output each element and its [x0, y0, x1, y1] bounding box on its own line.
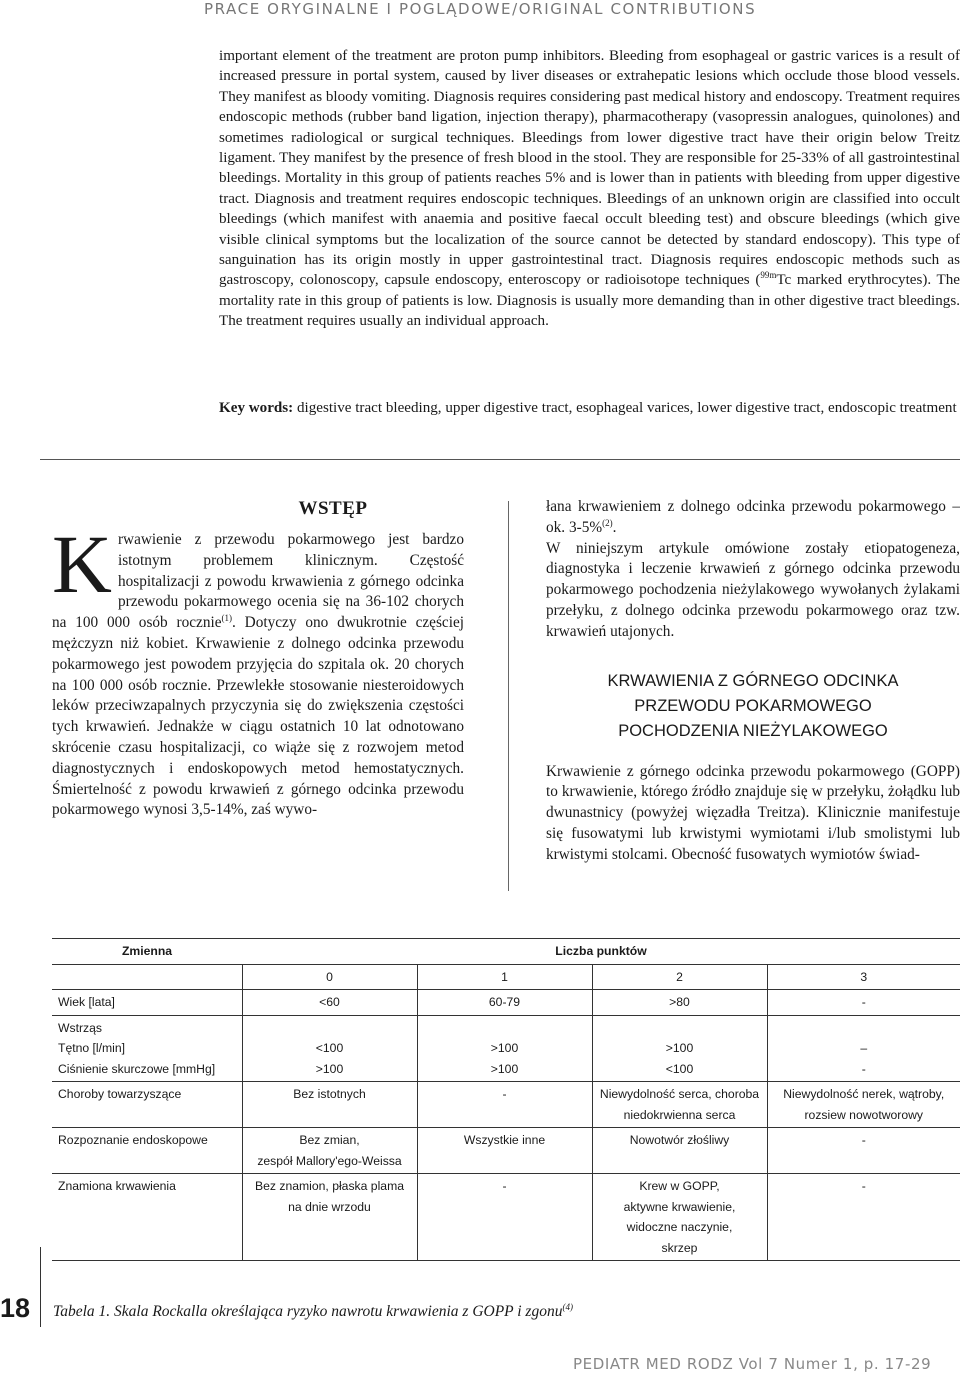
table-cell	[767, 1174, 960, 1261]
cell-line: -	[502, 1087, 507, 1101]
cell-line: niedokrwienna serca	[623, 1107, 736, 1122]
table-cell	[242, 1015, 417, 1082]
table-cell	[417, 1128, 592, 1174]
cell-line: >100	[315, 1061, 344, 1076]
right-paragraph-3: Krwawienie z górnego odcinka przewodu pokarmowego (GOPP) to krwawienie, którego źródło znajduje się w przełyku, żołądku lub dwunastnicy (powyżej więzadła Treitza). Klinicznie manifestuje się fusowatymi lub krwistymi wymiotami i/lub smolistymi lub krwistymi stolcami. Obecność fusowatych wymiotów świad-	[546, 762, 960, 863]
heading-line-3: POCHODZENIA NIEŻYLAKOWEGO	[618, 721, 888, 740]
cell-line: zespół Mallory'ego-Weissa	[257, 1153, 402, 1168]
row-label-endoscopy: Rozpoznanie endoskopowe	[52, 1128, 242, 1174]
right-paragraph-2: W niniejszym artykule omówione zostały etiopatogeneza, diagnostyka i leczenie krwawień z górnego odcinka przewodu pokarmowego pochodzenia nieżylakowego wywołanych żylakami przełyku, z dolnego odcinka przewodu pokarmowego oraz tzw. krwawień utajonych.	[546, 539, 960, 640]
citation-2: (2)	[602, 517, 613, 528]
table-row	[52, 1082, 960, 1128]
intro-text-1: rwawienie z przewodu pokarmowego jest bardzo istotnym problemem klinicznym. Częstość hospitalizacji z powodu krwawienia z górnego odcinka przewodu pokarmowego ocenia się na 36-102 chorych na 100 000 osób rocznie	[52, 531, 464, 632]
cell-line: >100	[490, 1061, 519, 1076]
cell-line: widoczne naczynie,	[626, 1220, 733, 1234]
page-number: 18	[0, 1293, 31, 1323]
intro-paragraph	[52, 518, 464, 821]
table-cell: >80	[592, 990, 767, 1016]
row-label-comorbidity: Choroby towarzyszące	[52, 1082, 242, 1128]
abstract-part-1: important element of the treatment are proton pump inhibitors. Bleeding from esophageal or gastric varices is a result of increased pressure in portal system, caused by liver diseases or extrahepatic lesions which occlude those blood vessels. They manifest as bloody vomiting. Diagnosis requires considering past medical history and endoscopy. Treatment requires endoscopic methods (rubber band ligation, injection therapy), pharmacotherapy (vasopressin analogues, quinolones) and sometimes radiological or surgical techniques. Bleedings from lower digestive tract have their origin below Treitz ligament. They manifest by the presence of fresh blood in the stool. They are responsible for 25-33% of all gastrointestinal bleedings. Mortality in this group of patients reaches 5% and is lower than in patients with bleeding from upper digestive tract. Diagnosis and treatment requires endoscopic techniques. Bleedings of an unknown origin are classified into occult bleedings (which manifest with anaemia and positive faecal occult bleeding test) and obscure bleedings (which give visible clinical symptoms but the localization of the source cannot be detected by standard endoscopy). This type of sanguination has its origin mostly in upper gastrointestinal tract. Diagnosis requires endoscopic methods such as gastroscopy, colonoscopy, capsule endoscopy, enteroscopy or radioisotope techniques (	[219, 48, 960, 289]
table-cell	[592, 1128, 767, 1174]
cell-line: Bez znamion, płaska plama	[254, 1179, 405, 1193]
cell-line: skrzep	[661, 1240, 698, 1255]
cell-line: -	[861, 1179, 866, 1193]
cell-line: Bez istotnych	[293, 1087, 366, 1101]
cell-line: Wszystkie inne	[463, 1133, 546, 1147]
cell-line: -	[502, 1179, 507, 1193]
table-cell	[592, 1174, 767, 1261]
cell-line: -	[861, 1061, 866, 1076]
right-column	[546, 497, 960, 866]
right-paragraph-1	[546, 497, 960, 539]
cell-line: Niewydolność serca, choroba	[599, 1087, 760, 1101]
page-number-rule	[40, 1247, 41, 1327]
cell-line: <100	[315, 1041, 344, 1055]
cell-line: rozsiew nowotworowy	[804, 1107, 924, 1122]
score-col-2: 2	[592, 964, 767, 990]
table-cell	[767, 1128, 960, 1174]
score-col-0: 0	[242, 964, 417, 990]
label-line: Ciśnienie skurczowe [mmHg]	[58, 1061, 216, 1076]
table-cell: -	[767, 990, 960, 1016]
citation-1: (1)	[221, 613, 233, 624]
table-cell	[242, 1128, 417, 1174]
caption-citation: (4)	[562, 1302, 573, 1312]
cell-line: na dnie wrzodu	[288, 1199, 371, 1214]
table-cell	[417, 1174, 592, 1261]
column-divider	[508, 501, 509, 891]
label-line: Tętno [l/min]	[58, 1041, 126, 1055]
row-label-shock	[52, 1015, 242, 1082]
label-line: Wstrząs	[58, 1020, 103, 1035]
header-points: Liczba punktów	[242, 939, 960, 965]
table-row	[52, 1128, 960, 1174]
table-cell: 60-79	[417, 990, 592, 1016]
heading-line-2: PRZEWODU POKARMOWEGO	[634, 696, 872, 715]
score-col-1: 1	[417, 964, 592, 990]
section-heading-upper-gi	[546, 669, 960, 744]
table-score-row	[52, 964, 960, 990]
cell-line: Nowotwór złośliwy	[629, 1133, 730, 1147]
table-cell	[767, 1082, 960, 1128]
cell-line: >100	[665, 1041, 694, 1055]
score-col-3: 3	[767, 964, 960, 990]
rockall-table	[52, 938, 960, 1261]
keywords-label: Key words:	[219, 400, 294, 416]
row-label-age: Wiek [lata]	[52, 990, 242, 1016]
right-text-1a: łana krwawieniem z dolnego odcinka przewodu pokarmowego – ok. 3-5%	[546, 498, 960, 536]
cell-line: –	[860, 1041, 868, 1055]
running-head: PRACE ORYGINALNE I POGLĄDOWE/ORIGINAL CONTRIBUTIONS	[204, 0, 757, 18]
table-cell	[592, 1082, 767, 1128]
isotope-superscript: 99m	[760, 270, 777, 281]
cell-line: >100	[490, 1041, 519, 1055]
caption-text: Tabela 1. Skala Rockalla określająca ryzyko nawrotu krwawienia z GOPP i zgonu	[53, 1303, 563, 1321]
cell-line: <100	[665, 1061, 694, 1076]
cell-line: Bez zmian,	[299, 1133, 360, 1147]
right-text-1b: .	[612, 518, 617, 536]
table-row	[52, 990, 960, 1016]
table-cell	[767, 1015, 960, 1082]
section-heading-intro: WSTĘP	[298, 498, 368, 519]
section-divider	[40, 459, 960, 460]
cell-line: Krew w GOPP,	[639, 1179, 720, 1193]
row-label-stigmata: Znamiona krwawienia	[52, 1174, 242, 1261]
left-column	[52, 497, 464, 821]
cell-line: -	[861, 1133, 866, 1147]
drop-cap: K	[52, 518, 112, 610]
heading-line-1: KRWAWIENIA Z GÓRNEGO ODCINKA	[607, 671, 899, 690]
abstract-text	[219, 46, 960, 332]
table-cell	[242, 1082, 417, 1128]
table-row	[52, 1174, 960, 1261]
keywords-text: digestive tract bleeding, upper digestive tract, esophageal varices, lower digestive tract, endoscopic treatment	[293, 400, 957, 416]
header-variable: Zmienna	[52, 939, 242, 965]
table-cell: <60	[242, 990, 417, 1016]
table-cell	[242, 1174, 417, 1261]
abstract-part-2: Tc marked erythrocytes). The mortality rate in this group of patients is low. Diagnosis is usually more demanding than in other digestive tract bleedings. The treatment requires usually an individual approach.	[219, 272, 960, 330]
cell-line: Niewydolność nerek, wątroby,	[783, 1087, 945, 1101]
score-empty-cell	[52, 964, 242, 990]
table-header-row	[52, 939, 960, 965]
cell-line: aktywne krwawienie,	[623, 1199, 736, 1214]
keywords	[219, 398, 960, 419]
intro-text-2: . Dotyczy ono dwukrotnie częściej mężczyzn niż kobiet. Krwawienie z dolnego odcinka przewodu pokarmowego jest powodem przyjęcia do szpitala ok. 20 chorych na 100 000 osób rocznie. Przewlekłe stosowanie niesteroidowych leków przeciwzapalnych przyczynia się do zwiększenia częstości tych krwawień. Jednakże w ciągu ostatnich 10 lat odnotowano skrócenie czasu hospitalizacji, co wiąże się z rozwojem metod diagnostycznych i endoskopowych metod hemostatycznych. Śmiertelność z powodu krwawień z górnego odcinka przewodu pokarmowego wynosi 3,5-14%, zaś wywo-	[52, 614, 464, 819]
table-caption	[53, 1302, 573, 1321]
table-cell	[592, 1015, 767, 1082]
table-row	[52, 1015, 960, 1082]
table-cell	[417, 1015, 592, 1082]
table-cell	[417, 1082, 592, 1128]
journal-footer: PEDIATR MED RODZ Vol 7 Numer 1, p. 17-29	[573, 1355, 932, 1373]
